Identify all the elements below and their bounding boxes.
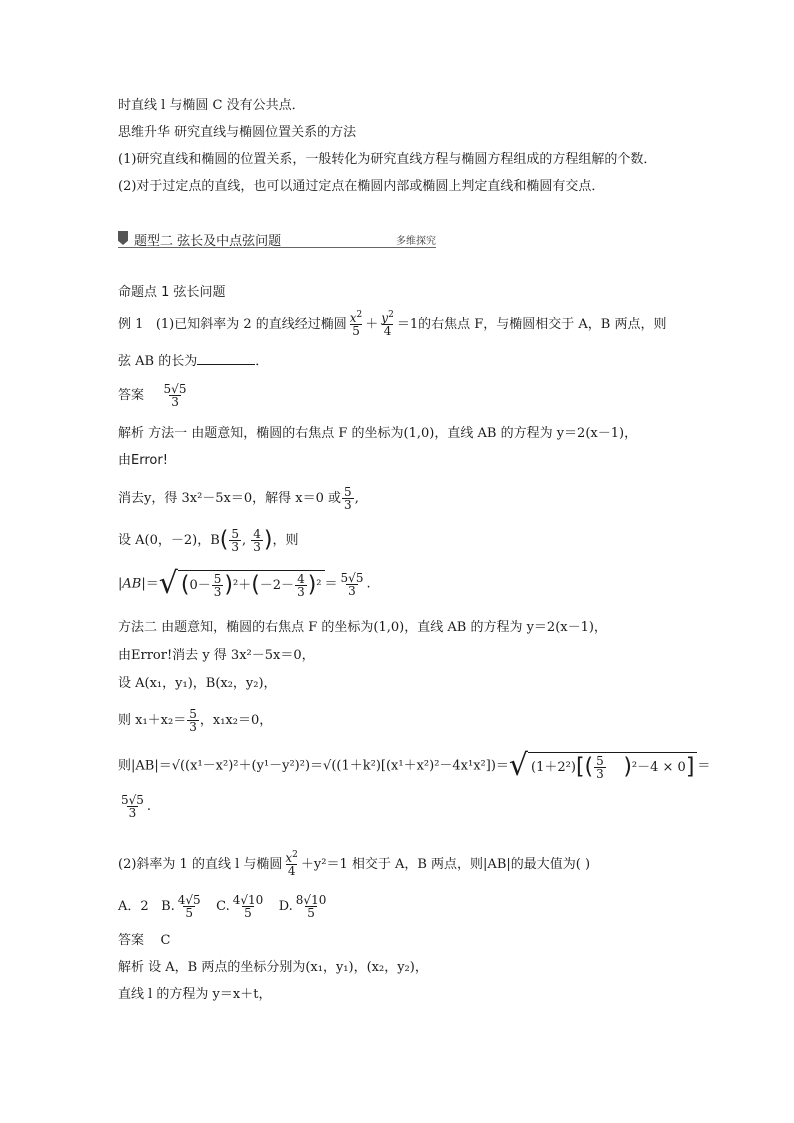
example-1-part-2: (2)斜率为 1 的直线 l 与椭圆 $\frac{x^2}{4}$ ＋y²＝1 相交于 A，B 两点，则|AB|的最大值为( ) — [118, 850, 591, 878]
intro-line: 时直线 l 与椭圆 C 没有公共点． — [118, 98, 305, 113]
banner-marker-icon — [118, 231, 128, 245]
solution-error: 由Error! — [118, 453, 168, 468]
solution-method-1: 解析 方法一 由题意知，椭圆的右焦点 F 的坐标为(1,0)，直线 AB 的方程为 y＝2(x－1)， — [118, 426, 638, 441]
solution-formula: 则|AB|＝√((x¹－x²)²＋(y¹－y²)²)＝√((1＋k²)[(x¹＋x²)²－4x¹x²])＝√ (1＋2²)[( $\frac{5}{3}$ )²－4 × 0] ＝ — [118, 748, 711, 783]
solution-line: 解析 设 A，B 两点的坐标分别为(x₁，y₁)，(x₂，y₂)， — [118, 960, 428, 975]
fraction: $\frac{5}{3}$ — [344, 485, 352, 512]
question-text: 的右焦点 F，与椭圆相交于 A，B 两点，则 — [418, 317, 667, 332]
solution-step: 设 A(0，－2)，B( $\frac{5}{3}$ , $\frac{4}{3}$ )，则 — [118, 527, 299, 554]
option-d: D. $\frac{8√10}{5}$ — [278, 893, 327, 920]
solution-line: 直线 l 的方程为 y＝x＋t， — [118, 987, 272, 1002]
question-text: 弦 AB 的长为 — [118, 354, 198, 369]
answer-blank — [197, 352, 255, 365]
answer-line: 答案 C — [118, 933, 171, 948]
solution-step: 则 x₁＋x₂＝ $\frac{5}{3}$ ，x₁x₂＝0， — [118, 707, 273, 734]
summary-point-1: (1)研究直线和椭圆的位置关系，一般转化为研究直线方程与椭圆方程组成的方程组解的个数． — [118, 152, 657, 167]
option-b: B. $\frac{4√5}{5}$ — [161, 893, 201, 920]
question-text: (1)已知斜率为 2 的直线经过椭圆 — [155, 317, 347, 332]
summary-heading: 思维升华 研究直线与椭圆位置关系的方法 — [118, 125, 357, 140]
summary-point-2: (2)对于过定点的直线，也可以通过定点在椭圆内部或椭圆上判定直线和椭圆有交点． — [118, 179, 605, 194]
option-c: C. $\frac{4√10}{5}$ — [216, 893, 264, 920]
topic-heading: 命题点 1 弦长问题 — [118, 285, 226, 300]
banner-tag: 多维探究 — [396, 236, 436, 247]
answer-value: C — [160, 933, 171, 948]
example-label: 例 1 — [118, 317, 144, 332]
solution-step: 由Error!消去 y 得 3x²－5x＝0， — [118, 648, 315, 663]
answer-label: 答案 — [118, 388, 145, 403]
solution-formula: |AB|＝√ (0－ $\frac{5}{3}$ )²＋(－2－ $\frac{4}{3}$ )² ＝ $\frac{5√5}{3}$ . — [118, 566, 371, 601]
option-a: A．2 — [118, 899, 149, 914]
solution-step: 设 A(x₁，y₁)，B(x₂，y₂)， — [118, 676, 277, 691]
solution-method-2: 方法二 由题意知，椭圆的右焦点 F 的坐标为(1,0)，直线 AB 的方程为 y＝2(x－1)， — [118, 620, 607, 635]
fraction: $\frac{y^2}{4}$ — [381, 310, 394, 338]
banner-title: 题型二 弦长及中点弦问题 — [134, 234, 282, 249]
example-1-question: 例 1 (1)已知斜率为 2 的直线经过椭圆 $\frac{x^2}{5}$ ＋ $\frac{y^2}{4}$ ＝1的右焦点 F，与椭圆相交于 A，B 两点，则 — [118, 310, 667, 338]
answer-line — [118, 383, 189, 408]
solution-result: $\frac{5√5}{3}$ . — [121, 793, 152, 820]
section-banner — [118, 229, 436, 248]
example-1-question-cont: 弦 AB 的长为 ． — [118, 354, 269, 369]
solution-step: 消去y，得 3x²－5x＝0，解得 x＝0 或 $\frac{5}{3}$ , — [118, 485, 359, 512]
answer-value: $\frac{5√5}{3}$ — [163, 382, 187, 409]
fraction: $\frac{x^2}{5}$ — [349, 310, 363, 338]
options — [118, 894, 329, 919]
